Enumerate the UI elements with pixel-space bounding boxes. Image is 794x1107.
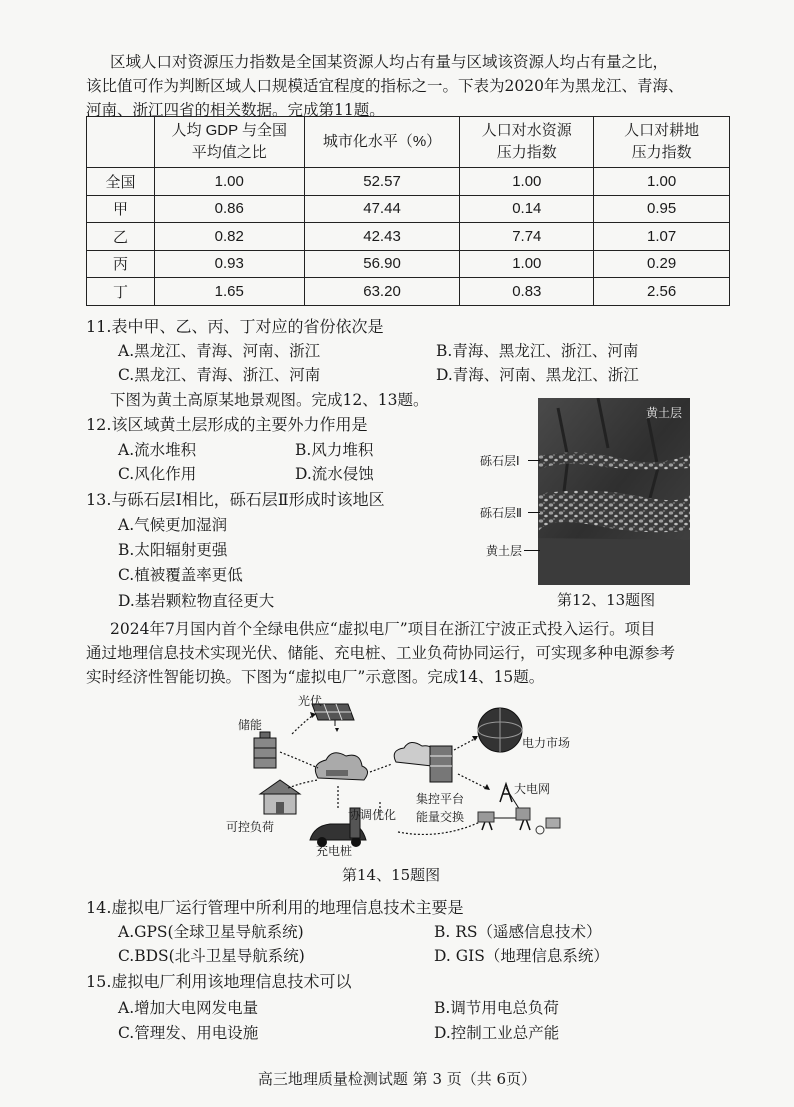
label-platform: 集控平台 — [416, 792, 465, 806]
q13-option-d[interactable]: D.基岩颗粒物直径更大 — [118, 592, 275, 610]
cloud-coordination-icon — [315, 753, 367, 780]
table-cell: 2.56 — [594, 278, 730, 306]
intro-14-line1: 2024年7月国内首个全绿电供应“虚拟电厂”项目在浙江宁波正式投入运行。项目 — [110, 620, 656, 638]
q15-option-c[interactable]: C.管理发、用电设施 — [118, 1024, 259, 1042]
battery-storage-icon — [254, 732, 276, 768]
q12-option-c[interactable]: C.风化作用 — [118, 465, 197, 483]
table-header-gdp: 人均 GDP 与全国 平均值之比 — [154, 117, 304, 168]
q12-option-a[interactable]: A.流水堆积 — [118, 441, 197, 459]
label-grid: 大电网 — [514, 782, 551, 796]
table-cell: 7.74 — [460, 223, 594, 251]
house-load-icon — [260, 780, 300, 814]
q12-option-b[interactable]: B.风力堆积 — [295, 441, 374, 459]
table-cell: 甲 — [87, 195, 155, 223]
table-row — [87, 250, 730, 278]
table-header-water: 人口对水资源 压力指数 — [460, 117, 594, 168]
loess-photo-graphic — [538, 398, 690, 585]
photo-label-loess-top: 黄土层 — [646, 406, 683, 420]
table-cell: 42.43 — [304, 223, 460, 251]
photo-label-gravel-2: 砾石层Ⅱ — [480, 506, 522, 520]
table-cell: 1.65 — [154, 278, 304, 306]
table-row — [87, 223, 730, 251]
label-load: 可控负荷 — [226, 820, 275, 834]
table-cell: 0.82 — [154, 223, 304, 251]
q15-option-b[interactable]: B.调节用电总负荷 — [434, 999, 559, 1017]
table-cell: 1.00 — [460, 250, 594, 278]
table-row — [87, 195, 730, 223]
table-header-empty — [87, 117, 155, 168]
intro-14-line3: 实时经济性智能切换。下图为“虚拟电厂”示意图。完成14、15题。 — [86, 668, 545, 686]
table-cell: 63.20 — [304, 278, 460, 306]
intro-11-line2: 该比值可作为判断区域人口规模适宜程度的指标之一。下表为2020年为黑龙江、青海、 — [86, 77, 684, 95]
label-charger: 充电桩 — [316, 844, 353, 858]
table-cell: 56.90 — [304, 250, 460, 278]
table-cell: 0.86 — [154, 195, 304, 223]
q15-option-d[interactable]: D.控制工业总产能 — [434, 1024, 560, 1042]
photo-label-loess-bottom: 黄土层 — [486, 544, 523, 558]
table-cell: 47.44 — [304, 195, 460, 223]
photo-caption: 第12、13题图 — [557, 591, 656, 609]
leader-line — [528, 512, 540, 513]
q11-option-c[interactable]: C.黑龙江、青海、浙江、河南 — [118, 366, 321, 384]
electricity-market-icon — [478, 708, 522, 752]
q11-stem: 11.表中甲、乙、丙、丁对应的省份依次是 — [86, 317, 384, 336]
table-cell: 1.00 — [154, 168, 304, 196]
page-footer: 高三地理质量检测试题 第 3 页（共 6页） — [257, 1070, 537, 1088]
table-cell: 0.83 — [460, 278, 594, 306]
industrial-load-icon — [478, 808, 560, 834]
table-cell: 52.57 — [304, 168, 460, 196]
q15-option-a[interactable]: A.增加大电网发电量 — [118, 999, 259, 1017]
intro-14-line2: 通过地理信息技术实现光伏、储能、充电桩、工业负荷协同运行，可实现多种电源参考 — [86, 644, 676, 662]
q11-option-d[interactable]: D.青海、河南、黑龙江、浙江 — [436, 366, 639, 384]
leader-line — [524, 550, 540, 551]
table-header-land: 人口对耕地 压力指数 — [594, 117, 730, 168]
leader-line — [528, 460, 540, 461]
label-coord: 协调优化 — [348, 808, 397, 822]
label-pv: 光伏 — [298, 694, 323, 708]
table-row — [87, 168, 730, 196]
q13-option-c[interactable]: C.植被覆盖率更低 — [118, 566, 243, 584]
virtual-power-plant-diagram — [220, 690, 580, 860]
q14-option-c[interactable]: C.BDS(北斗卫星导航系统) — [118, 947, 305, 965]
intro-12: 下图为黄土高原某地景观图。完成12、13题。 — [110, 391, 429, 409]
loess-landscape-photo — [538, 398, 690, 585]
q15-stem: 15.虚拟电厂利用该地理信息技术可以 — [86, 972, 352, 991]
q13-option-a[interactable]: A.气候更加湿润 — [118, 516, 228, 534]
table-cell: 0.29 — [594, 250, 730, 278]
province-data-table — [86, 116, 730, 306]
q12-stem: 12.该区域黄土层形成的主要外力作用是 — [86, 415, 368, 434]
label-exchange: 能量交换 — [416, 810, 465, 824]
table-cell: 1.00 — [460, 168, 594, 196]
table-cell: 乙 — [87, 223, 155, 251]
table-cell: 丁 — [87, 278, 155, 306]
q14-option-a[interactable]: A.GPS(全球卫星导航系统) — [118, 923, 304, 941]
label-market: 电力市场 — [522, 736, 571, 750]
table-cell: 0.93 — [154, 250, 304, 278]
cloud-platform-icon — [394, 742, 452, 782]
table-cell: 全国 — [87, 168, 155, 196]
table-cell: 1.00 — [594, 168, 730, 196]
label-storage: 储能 — [238, 718, 263, 732]
q14-option-b[interactable]: B. RS（遥感信息技术） — [434, 923, 602, 941]
diagram-caption: 第14、15题图 — [342, 866, 441, 884]
table-header-row — [87, 117, 730, 168]
table-cell: 1.07 — [594, 223, 730, 251]
intro-11-line3: 河南、浙江四省的相关数据。完成第11题。 — [86, 101, 385, 119]
q11-option-a[interactable]: A.黑龙江、青海、河南、浙江 — [118, 342, 321, 360]
q14-stem: 14.虚拟电厂运行管理中所利用的地理信息技术主要是 — [86, 898, 464, 917]
table-cell: 0.14 — [460, 195, 594, 223]
q12-option-d[interactable]: D.流水侵蚀 — [295, 465, 374, 483]
photo-label-gravel-1: 砾石层Ⅰ — [480, 454, 520, 468]
table-cell: 0.95 — [594, 195, 730, 223]
q13-option-b[interactable]: B.太阳辐射更强 — [118, 541, 228, 559]
table-cell: 丙 — [87, 250, 155, 278]
q14-option-d[interactable]: D. GIS（地理信息系统） — [434, 947, 609, 965]
q13-stem: 13.与砾石层Ⅰ相比，砾石层Ⅱ形成时该地区 — [86, 490, 385, 509]
intro-11-line1: 区域人口对资源压力指数是全国某资源人均占有量与区域该资源人均占有量之比， — [110, 53, 669, 71]
table-header-urban: 城市化水平（%） — [304, 117, 460, 168]
q11-option-b[interactable]: B.青海、黑龙江、浙江、河南 — [436, 342, 639, 360]
table-row — [87, 278, 730, 306]
